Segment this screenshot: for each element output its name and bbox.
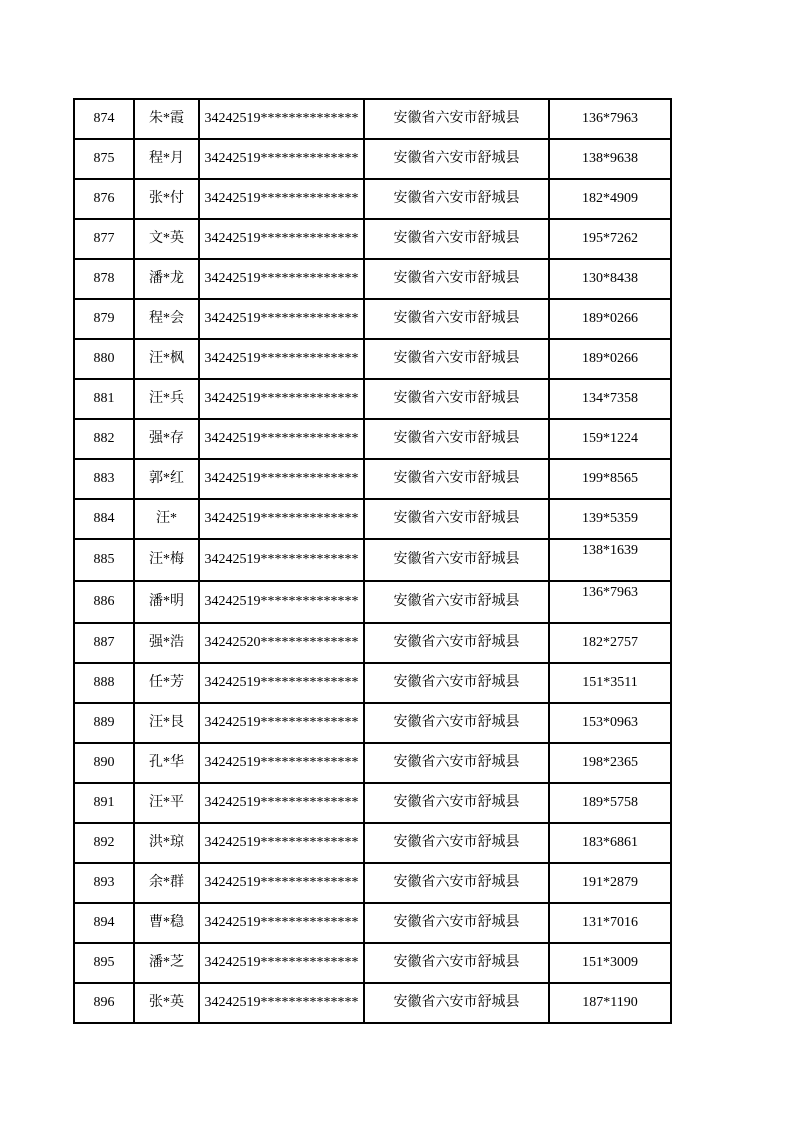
- phone-cell: 191*2879: [549, 863, 671, 903]
- region-cell: 安徽省六安市舒城县: [364, 259, 549, 299]
- id-number-cell: 34242519**************: [199, 539, 364, 581]
- table-row: [74, 703, 671, 743]
- table-row: [74, 179, 671, 219]
- table-row: [74, 863, 671, 903]
- row-number-cell: 885: [74, 539, 134, 581]
- name-cell: 潘*芝: [134, 943, 199, 983]
- row-number-cell: 893: [74, 863, 134, 903]
- region-cell: 安徽省六安市舒城县: [364, 743, 549, 783]
- id-number-cell: 34242520**************: [199, 623, 364, 663]
- name-cell: 汪*枫: [134, 339, 199, 379]
- table-row: [74, 219, 671, 259]
- phone-cell: 189*5758: [549, 783, 671, 823]
- id-number-cell: 34242519**************: [199, 663, 364, 703]
- region-cell: 安徽省六安市舒城县: [364, 299, 549, 339]
- region-cell: 安徽省六安市舒城县: [364, 419, 549, 459]
- name-cell: 孔*华: [134, 743, 199, 783]
- id-number-cell: 34242519**************: [199, 823, 364, 863]
- row-number-cell: 884: [74, 499, 134, 539]
- region-cell: 安徽省六安市舒城县: [364, 139, 549, 179]
- table-row: [74, 419, 671, 459]
- region-cell: 安徽省六安市舒城县: [364, 99, 549, 139]
- table-row: [74, 783, 671, 823]
- id-number-cell: 34242519**************: [199, 459, 364, 499]
- row-number-cell: 892: [74, 823, 134, 863]
- id-number-cell: 34242519**************: [199, 339, 364, 379]
- region-cell: 安徽省六安市舒城县: [364, 179, 549, 219]
- phone-cell: 151*3009: [549, 943, 671, 983]
- phone-cell: 131*7016: [549, 903, 671, 943]
- region-cell: 安徽省六安市舒城县: [364, 783, 549, 823]
- region-cell: 安徽省六安市舒城县: [364, 663, 549, 703]
- name-cell: 曹*稳: [134, 903, 199, 943]
- name-cell: 张*英: [134, 983, 199, 1023]
- table-row: [74, 983, 671, 1023]
- region-cell: 安徽省六安市舒城县: [364, 581, 549, 623]
- phone-cell: 189*0266: [549, 299, 671, 339]
- id-number-cell: 34242519**************: [199, 743, 364, 783]
- table-row: [74, 259, 671, 299]
- id-number-cell: 34242519**************: [199, 379, 364, 419]
- region-cell: 安徽省六安市舒城县: [364, 703, 549, 743]
- row-number-cell: 891: [74, 783, 134, 823]
- row-number-cell: 894: [74, 903, 134, 943]
- region-cell: 安徽省六安市舒城县: [364, 539, 549, 581]
- row-number-cell: 887: [74, 623, 134, 663]
- phone-cell: 189*0266: [549, 339, 671, 379]
- row-number-cell: 896: [74, 983, 134, 1023]
- name-cell: 洪*琼: [134, 823, 199, 863]
- phone-cell: 159*1224: [549, 419, 671, 459]
- region-cell: 安徽省六安市舒城县: [364, 459, 549, 499]
- region-cell: 安徽省六安市舒城县: [364, 943, 549, 983]
- name-cell: 文*英: [134, 219, 199, 259]
- id-number-cell: 34242519**************: [199, 581, 364, 623]
- id-number-cell: 34242519**************: [199, 863, 364, 903]
- row-number-cell: 895: [74, 943, 134, 983]
- phone-cell: 130*8438: [549, 259, 671, 299]
- table-row: [74, 539, 671, 581]
- region-cell: 安徽省六安市舒城县: [364, 983, 549, 1023]
- id-number-cell: 34242519**************: [199, 219, 364, 259]
- row-number-cell: 889: [74, 703, 134, 743]
- id-number-cell: 34242519**************: [199, 419, 364, 459]
- name-cell: 汪*梅: [134, 539, 199, 581]
- row-number-cell: 878: [74, 259, 134, 299]
- row-number-cell: 886: [74, 581, 134, 623]
- id-number-cell: 34242519**************: [199, 943, 364, 983]
- table-row: [74, 499, 671, 539]
- table-row: [74, 743, 671, 783]
- region-cell: 安徽省六安市舒城县: [364, 499, 549, 539]
- table-row: [74, 99, 671, 139]
- row-number-cell: 880: [74, 339, 134, 379]
- phone-cell: 199*8565: [549, 459, 671, 499]
- table-row: [74, 903, 671, 943]
- name-cell: 汪*兵: [134, 379, 199, 419]
- id-number-cell: 34242519**************: [199, 139, 364, 179]
- row-number-cell: 883: [74, 459, 134, 499]
- table-row: [74, 823, 671, 863]
- phone-cell: 198*2365: [549, 743, 671, 783]
- id-number-cell: 34242519**************: [199, 99, 364, 139]
- id-number-cell: 34242519**************: [199, 903, 364, 943]
- id-number-cell: 34242519**************: [199, 179, 364, 219]
- row-number-cell: 874: [74, 99, 134, 139]
- region-cell: 安徽省六安市舒城县: [364, 863, 549, 903]
- row-number-cell: 875: [74, 139, 134, 179]
- id-number-cell: 34242519**************: [199, 783, 364, 823]
- phone-cell: 138*9638: [549, 139, 671, 179]
- region-cell: 安徽省六安市舒城县: [364, 903, 549, 943]
- id-number-cell: 34242519**************: [199, 983, 364, 1023]
- name-cell: 余*群: [134, 863, 199, 903]
- row-number-cell: 888: [74, 663, 134, 703]
- name-cell: 张*付: [134, 179, 199, 219]
- region-cell: 安徽省六安市舒城县: [364, 219, 549, 259]
- table-row: [74, 623, 671, 663]
- id-number-cell: 34242519**************: [199, 259, 364, 299]
- row-number-cell: 877: [74, 219, 134, 259]
- table-row: [74, 459, 671, 499]
- row-number-cell: 876: [74, 179, 134, 219]
- personnel-table: [73, 98, 672, 1024]
- phone-cell: 187*1190: [549, 983, 671, 1023]
- region-cell: 安徽省六安市舒城县: [364, 623, 549, 663]
- phone-cell: 138*1639: [549, 539, 671, 581]
- name-cell: 汪*艮: [134, 703, 199, 743]
- name-cell: 潘*明: [134, 581, 199, 623]
- name-cell: 朱*霞: [134, 99, 199, 139]
- region-cell: 安徽省六安市舒城县: [364, 379, 549, 419]
- phone-cell: 153*0963: [549, 703, 671, 743]
- name-cell: 程*会: [134, 299, 199, 339]
- name-cell: 强*浩: [134, 623, 199, 663]
- table-row: [74, 581, 671, 623]
- phone-cell: 182*4909: [549, 179, 671, 219]
- table-body: [74, 99, 671, 1023]
- phone-cell: 136*7963: [549, 581, 671, 623]
- phone-cell: 134*7358: [549, 379, 671, 419]
- name-cell: 强*存: [134, 419, 199, 459]
- row-number-cell: 879: [74, 299, 134, 339]
- table-row: [74, 139, 671, 179]
- phone-cell: 151*3511: [549, 663, 671, 703]
- table-row: [74, 299, 671, 339]
- name-cell: 任*芳: [134, 663, 199, 703]
- row-number-cell: 890: [74, 743, 134, 783]
- name-cell: 汪*平: [134, 783, 199, 823]
- name-cell: 汪*: [134, 499, 199, 539]
- phone-cell: 136*7963: [549, 99, 671, 139]
- table-row: [74, 943, 671, 983]
- region-cell: 安徽省六安市舒城县: [364, 823, 549, 863]
- phone-cell: 183*6861: [549, 823, 671, 863]
- table-row: [74, 379, 671, 419]
- name-cell: 潘*龙: [134, 259, 199, 299]
- id-number-cell: 34242519**************: [199, 299, 364, 339]
- phone-cell: 182*2757: [549, 623, 671, 663]
- phone-cell: 195*7262: [549, 219, 671, 259]
- table-row: [74, 663, 671, 703]
- row-number-cell: 881: [74, 379, 134, 419]
- id-number-cell: 34242519**************: [199, 499, 364, 539]
- name-cell: 郭*红: [134, 459, 199, 499]
- phone-cell: 139*5359: [549, 499, 671, 539]
- id-number-cell: 34242519**************: [199, 703, 364, 743]
- region-cell: 安徽省六安市舒城县: [364, 339, 549, 379]
- table-row: [74, 339, 671, 379]
- name-cell: 程*月: [134, 139, 199, 179]
- row-number-cell: 882: [74, 419, 134, 459]
